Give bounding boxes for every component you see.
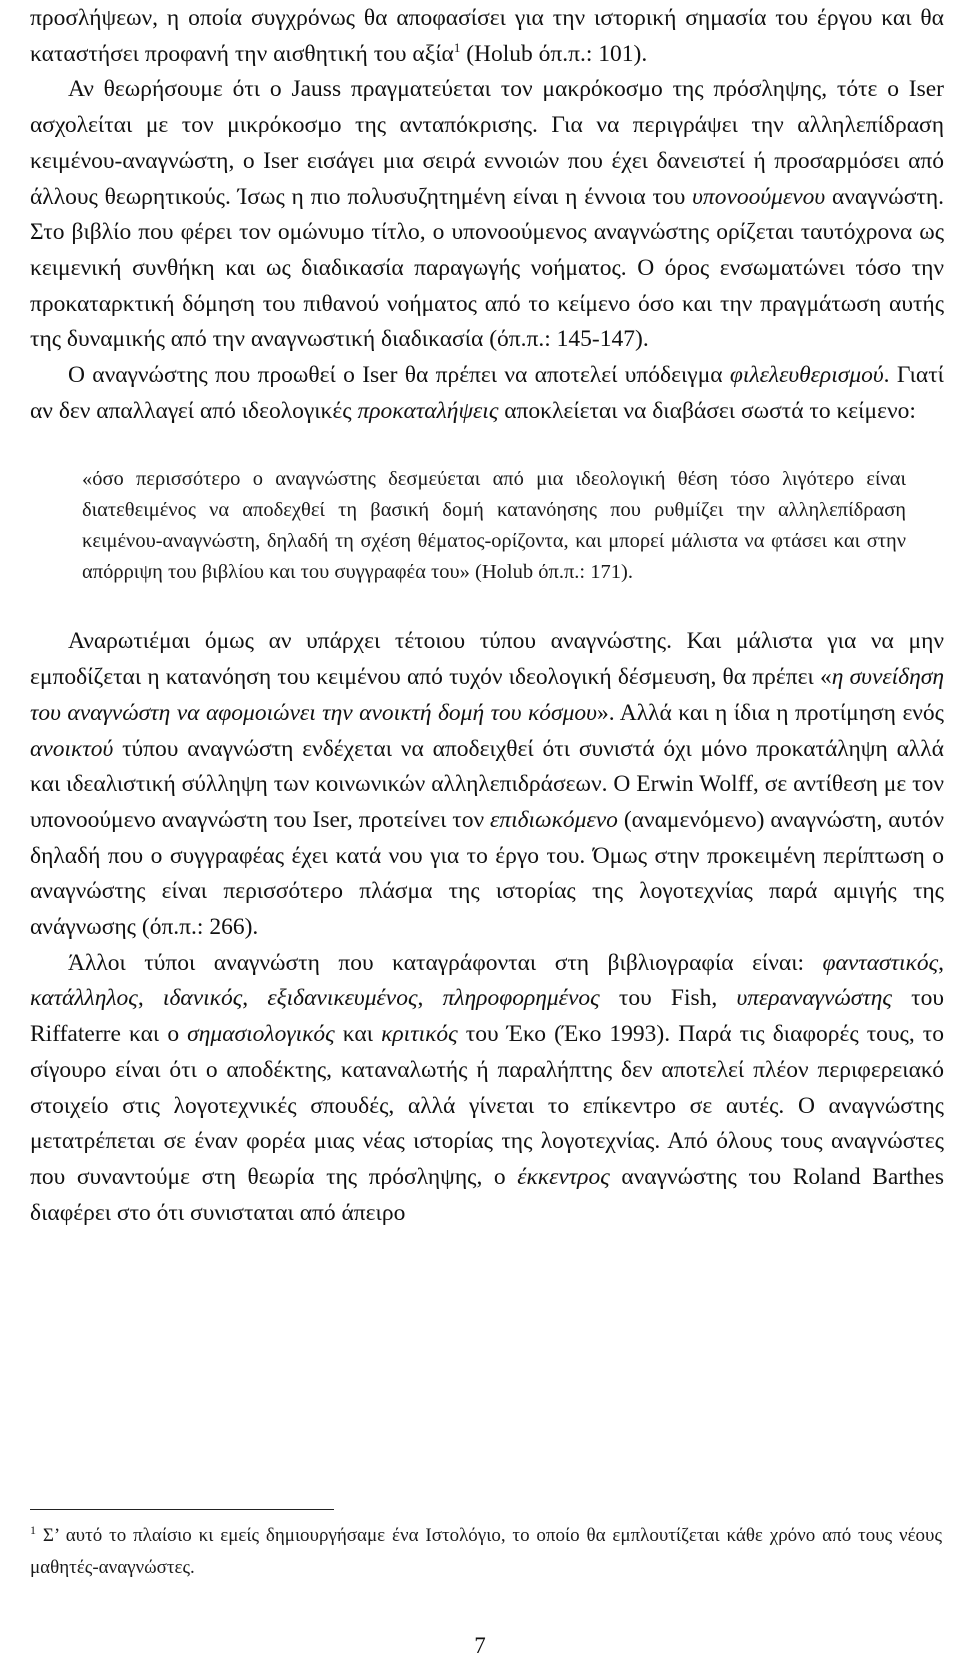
italic-term: προκαταλήψεις bbox=[357, 397, 499, 424]
text-run: αναγνώστη. Στο βιβλίο που φέρει τον ομώνυμο τίτλο, ο υπονοούμενος αναγνώστης ορίζεται ταυτόχρονα ως κειμενική συνθήκη και ως διαδικασία παραγωγής νοήματος. Ο όρος ενσωματώνει τόσο την προκαταρκτική δόμηση του πιθανού νοήματος από το κείμενο όσο και την πραγμάτωση αυτής της δυναμικής από την αναγνωστική διαδικασία (όπ.π.: 145-147). bbox=[30, 183, 944, 353]
italic-term: η συνείδηση του αναγνώστη να αφομοιώνει την ανοικτή δομή του κόσμου bbox=[30, 664, 944, 726]
italic-term: υπεραναγνώστης bbox=[736, 985, 892, 1012]
text-run: του Riffaterre και ο bbox=[30, 985, 944, 1048]
paragraph-p1 bbox=[30, 1, 944, 72]
text-run: Άλλοι τύποι αναγνώστη που καταγράφονται στη βιβλιογραφία είναι: bbox=[68, 949, 823, 976]
main-text bbox=[30, 1, 944, 1231]
footnote-text: Σ’ αυτό το πλαίσιο κι εμείς δημιουργήσαμε ένα Ιστολόγιο, το οποίο θα εμπλουτίζεται κάθε χρόνο από τους νέους μαθητές-αναγνώστες. bbox=[30, 1525, 942, 1578]
paragraph-p2 bbox=[30, 72, 944, 358]
paragraph-p4 bbox=[30, 624, 944, 945]
text-run: , bbox=[417, 985, 443, 1012]
page-number: 7 bbox=[474, 1633, 486, 1658]
italic-term: εξιδανικευμένος bbox=[267, 985, 418, 1012]
italic-term: επιδιωκόμενο bbox=[490, 806, 618, 833]
text-run: , bbox=[242, 985, 268, 1012]
text-run: τύπου αναγνώστη ενδέχεται να αποδειχθεί ότι συνιστά όχι μόνο προκατάληψη αλλά και ιδεαλιστική σύλληψη των κοινωνικών αλληλεπιδράσεων. Ο Erwin Wolff, σε αντίθεση με τον υπονοούμενο αναγνώστη του Iser, προτείνει τον bbox=[30, 735, 944, 833]
italic-term: πληροφορημένος bbox=[442, 985, 600, 1012]
text-run: Αν θεωρήσουμε ότι ο Jauss πραγματεύεται τον μακρόκοσμο της πρόσληψης, τότε ο Iser ασχολείται με τον μικρόκοσμο της ανταπόκρισης. Για να περιγράψει την αλληλεπίδραση κειμένου-αναγνώστη, ο Iser εισάγει μια σειρά εννοιών που έχει δανειστεί ή προσαρμόσει από άλλους θεωρητικούς. Ίσως η πιο πολυσυζητημένη είναι η έννοια του bbox=[30, 76, 944, 210]
text-run: «όσο περισσότερο ο αναγνώστης δεσμεύεται από μια ιδεολογική θέση τόσο λιγότερο είναι διατεθειμένος να αποδεχθεί τη βασική δομή κατανόησης που ρυθμίζει την αλληλεπίδραση κειμένου-αναγνώστη, δηλαδή τη σχέση θέματος-ορίζοντα, και μπορεί μάλιστα να φτάσει και στην απόρριψη του βιβλίου και του συγγραφέα του» (Holub όπ.π.: 171). bbox=[82, 468, 906, 584]
text-run: του Fish, bbox=[599, 985, 737, 1012]
text-run: (αναμενόμενο) αναγνώστη, αυτόν δηλαδή που ο συγγραφέας έχει κατά νου για το έργο του. Όμως στην προκειμένη περίπτωση ο αναγνώστης είναι περισσότερο πλάσμα της ιστορίας της λογοτεχνίας παρά αμιγής της ανάγνωσης (όπ.π.: 266). bbox=[30, 806, 945, 941]
text-run: Αναρωτιέμαι όμως αν υπάρχει τέτοιου τύπου αναγνώστης. Και μάλιστα για να μην εμποδίζεται η κατανόηση του κειμένου από τυχόν ιδεολογική δέσμευση, θα πρέπει « bbox=[30, 628, 944, 691]
italic-term: φιλελευθερισμού bbox=[729, 362, 884, 389]
paragraph-p3 bbox=[30, 358, 944, 429]
footnote-reference: 1 bbox=[453, 39, 461, 55]
block-quote bbox=[82, 464, 906, 588]
italic-term: ιδανικός bbox=[162, 985, 243, 1012]
text-run: . Γιατί αν δεν απαλλαγεί από ιδεολογικές bbox=[30, 362, 944, 424]
footnote-separator bbox=[30, 1509, 334, 1510]
footnote bbox=[30, 1520, 942, 1584]
italic-term: κατάλληλος bbox=[30, 985, 138, 1012]
italic-term: σημασιολογικός bbox=[187, 1021, 335, 1048]
italic-term: φανταστικός bbox=[822, 949, 939, 976]
italic-term: κριτικός bbox=[381, 1021, 458, 1048]
paragraph-p5 bbox=[30, 946, 944, 1232]
text-run: προσλήψεων, η οποία συγχρόνως θα αποφασίσει για την ιστορική σημασία του έργου και θα καταστήσει προφανή την αισθητική του αξία bbox=[30, 5, 944, 67]
text-run: και bbox=[334, 1021, 382, 1048]
text-run: , bbox=[137, 985, 163, 1012]
text-run: Ο αναγνώστης που προωθεί ο Iser θα πρέπει να αποτελεί υπόδειγμα bbox=[68, 362, 730, 389]
text-run: ». Αλλά και η ίδια η προτίμηση ενός bbox=[596, 699, 944, 726]
text-run: αναγνώστης του Roland Barthes διαφέρει στο ότι συνισταται από άπειρο bbox=[30, 1163, 944, 1226]
text-run: του Έκο (Έκο 1993). Παρά τις διαφορές τους, το σίγουρο είναι ότι ο αποδέκτης, καταναλωτής ή παραλήπτης δεν αποτελεί πλέον περιφερειακό στοιχείο στις λογοτεχνικές σπουδές, αλλά γίνεται το επίκεντρο σε αυτές. Ο αναγνώστης μετατρέπεται σε έναν φορέα μιας νέας ιστορίας της λογοτεχνίας. Από όλους τους αναγνώστες που συναντούμε στη θεωρία της πρόσληψης, ο bbox=[30, 1021, 945, 1190]
italic-term: υπονοούμενου bbox=[692, 183, 826, 210]
italic-term: έκκεντρος bbox=[517, 1163, 610, 1190]
text-run: , bbox=[938, 949, 944, 976]
text-run: (Holub όπ.π.: 101). bbox=[460, 40, 648, 67]
footnote-marker: 1 bbox=[30, 1523, 36, 1537]
text-run: αποκλείεται να διαβάσει σωστά το κείμενο: bbox=[498, 397, 916, 424]
italic-term: ανοικτού bbox=[30, 735, 114, 762]
